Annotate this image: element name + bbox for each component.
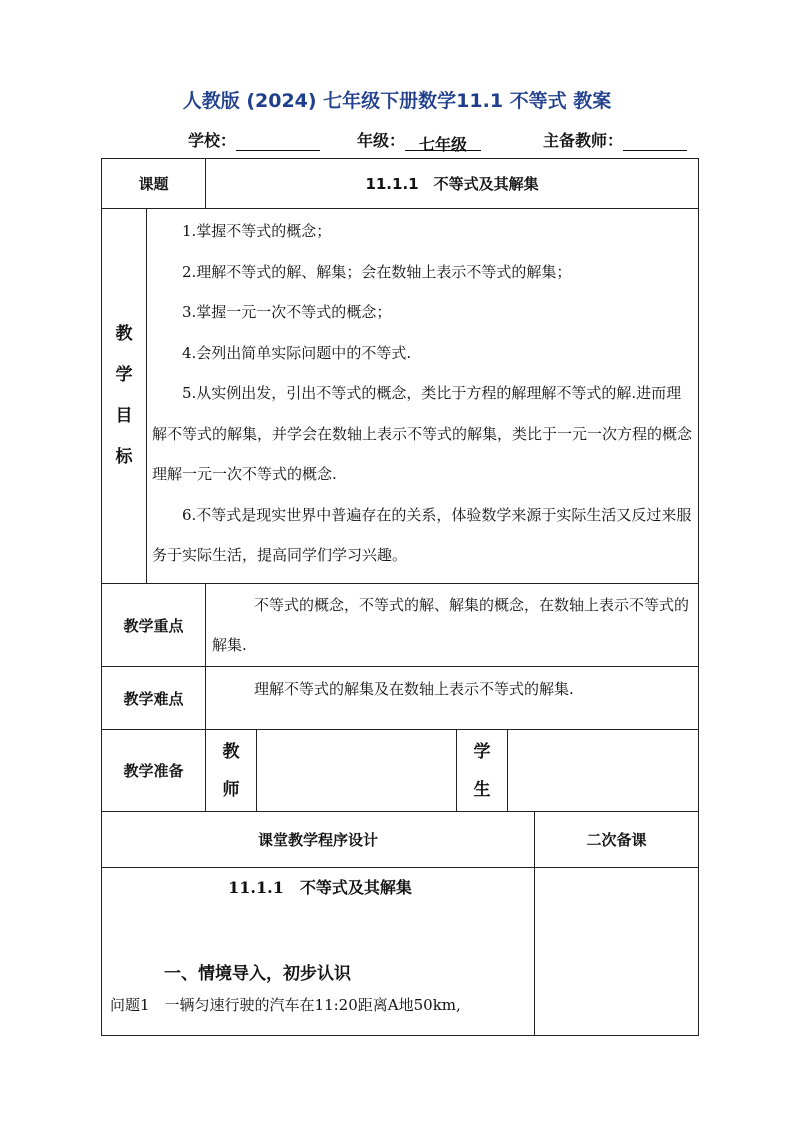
teacher-char: 师 [222,779,240,800]
preparation-student-label [457,730,508,812]
objective-item: 2.理解不等式的解、解集；会在数轴上表示不等式的解集； [182,262,572,281]
section-title: 11.1.1 不等式及其解集 [228,878,412,897]
student-char: 生 [473,779,491,800]
school-blank[interactable] [236,132,320,151]
teacher-field [543,128,687,151]
topic-value: 11.1.1 不等式及其解集 [206,159,699,209]
second-prep-content[interactable] [535,868,699,1036]
procedure-label: 课堂教学程序设计 [102,812,535,868]
preparation-teacher-label [206,730,257,812]
second-prep-label: 二次备课 [535,812,699,868]
key-points-text: 不等式的概念，不等式的解、解集的概念，在数轴上表示不等式的解集. [212,596,690,654]
objective-item: 6.不等式是现实世界中普遍存在的关系，体验数学来源于实际生活又反过来服务于实际生活，提高同学们学习兴趣。 [152,505,692,564]
preparation-student-content[interactable] [508,730,699,812]
key-points-content [206,584,699,667]
difficulties-row [102,667,699,730]
objectives-label-char: 学 [115,365,133,385]
difficulties-label: 教学难点 [102,667,206,730]
school-field [188,128,320,151]
teacher-blank[interactable] [623,132,687,151]
preparation-teacher-content[interactable] [257,730,457,812]
difficulties-content [206,667,699,730]
grade-label: 年级： [357,131,406,150]
topic-label: 课题 [102,159,206,209]
key-points-row [102,584,699,667]
grade-field [357,128,481,154]
teacher-char: 教 [222,741,240,762]
problem-text: 问题1 一辆匀速行驶的汽车在11:20距离A地50km, [110,996,461,1014]
difficulties-text: 理解不等式的解集及在数轴上表示不等式的解集. [254,680,574,698]
part-title: 一、情境导入，初步认识 [164,964,351,984]
objective-item: 1.掌握不等式的概念； [182,222,332,240]
procedure-header-row [102,812,699,868]
procedure-content [102,868,535,1036]
objectives-label-char: 教 [115,324,133,344]
student-char: 学 [473,741,491,762]
key-points-label: 教学重点 [102,584,206,667]
objective-item: 3.掌握一元一次不等式的概念； [182,303,392,321]
topic-row [102,159,699,209]
lesson-plan-table [101,158,699,1036]
preparation-label: 教学准备 [102,730,206,812]
objective-item: 4.会列出简单实际问题中的不等式. [182,343,412,362]
grade-value[interactable]: 七年级 [405,132,481,151]
objectives-label-char: 标 [115,447,133,467]
objectives-row [102,209,699,584]
school-label: 学校： [188,131,237,150]
procedure-content-row [102,868,699,1036]
objective-item: 5.从实例出发，引出不等式的概念，类比于方程的解理解不等式的解.进而理解不等式的解集，并学会在数轴上表示不等式的解集，类比于一元一次方程的概念理解一元一次不等式的概念. [152,384,693,483]
objectives-label-char: 目 [115,406,133,426]
objectives-content [147,209,699,584]
objectives-label [102,209,147,584]
page-title: 人教版 (2024) 七年级下册数学11.1 不等式 教案 [182,90,612,112]
preparation-row [102,730,699,812]
teacher-label: 主备教师： [543,131,624,150]
